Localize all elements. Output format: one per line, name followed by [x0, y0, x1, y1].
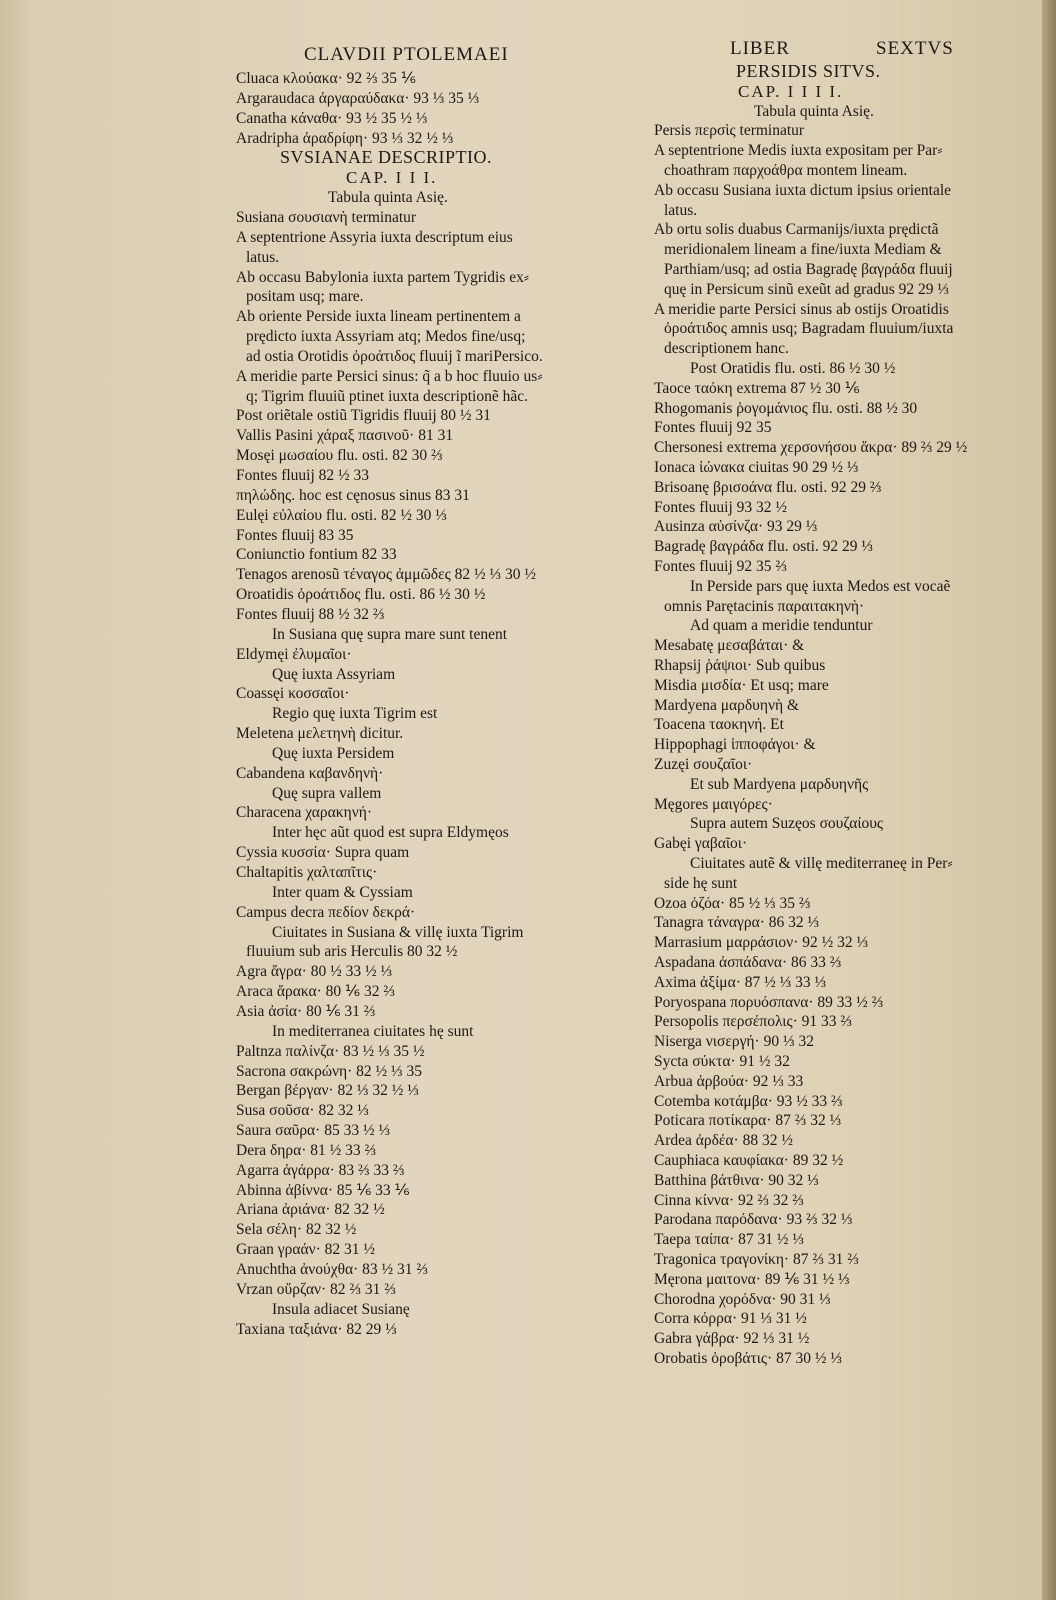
text-line-entry: Tragonica τραγονίκη· 87 ⅔ 31 ⅔	[654, 1251, 859, 1268]
text-line-text: Supra autem Suzęos σουζαίους	[690, 815, 884, 833]
text-line-entry: Vrzan οὔρζαν· 82 ⅔ 31 ⅔	[236, 1280, 396, 1298]
text-line-text: descriptionem hanc.	[664, 340, 789, 358]
text-line-text: Inter hęc aũt quod est supra Eldymęos	[272, 824, 509, 842]
text-line-entry: Gabra γάβρα· 92 ⅓ 31 ½	[654, 1330, 810, 1348]
text-line-entry: Gabęi γαβαῖοι·	[654, 835, 748, 853]
text-line-cap: CAP. I I I I.	[738, 81, 844, 101]
text-line-entry: Cabandena καβανδηνὴ·	[236, 764, 384, 782]
text-line-entry: Chersonesi extrema χερσονήσου ἄκρα· 89 ⅔ 29 ½	[654, 439, 968, 457]
text-line-entry: πηλώδης. hoc est cęnosus sinus 83 31	[236, 486, 470, 504]
text-line-text: Et sub Mardyena μαρδυηνῆς	[690, 775, 869, 793]
text-line-text: Ab occasu Babylonia iuxta partem Tygridis ex⸗	[236, 268, 530, 286]
text-line-entry: Bergan βέργαν· 82 ⅓ 32 ½ ⅓	[236, 1082, 419, 1100]
text-line-text: Parthiam/usq; ad ostia Bagradę βαγράδα fluuij	[664, 261, 953, 278]
text-line-entry: Ariana ἀριάνα· 82 32 ½	[236, 1201, 385, 1219]
text-line-entry: Cinna κίννα· 92 ⅔ 32 ⅔	[654, 1191, 804, 1209]
text-line-entry: Axima ἀξίμα· 87 ½ ⅓ 33 ⅓	[654, 973, 827, 991]
text-line-entry: Saura σαῦρα· 85 33 ½ ⅓	[236, 1122, 391, 1140]
text-line-entry: Characena χαρακηνή·	[236, 804, 372, 822]
text-line-entry: Dera δηρα· 81 ½ 33 ⅔	[236, 1141, 377, 1159]
text-line-text: Ab ortu solis duabus Carmanijs/iuxta prędictã	[654, 221, 939, 239]
text-line-text: side hę sunt	[664, 874, 738, 892]
text-line-entry: Oroatidis ὀροάτιδος flu. osti. 86 ½ 30 ½	[236, 586, 486, 604]
text-line-entry: Corra κόρρα· 91 ⅓ 31 ½	[654, 1310, 807, 1328]
text-line-text: In Susiana quę supra mare sunt tenent	[272, 625, 508, 643]
text-line-text: Quę iuxta Persidem	[272, 744, 395, 762]
text-line-entry: Fontes fluuij 82 ½ 33	[236, 467, 370, 484]
text-line-entry: Fontes fluuij 92 35	[654, 419, 772, 437]
text-line-entry: Batthina βάτθινα· 90 32 ⅓	[654, 1171, 819, 1189]
text-line-entry: Eldymęi ἐλυμαῖοι·	[236, 645, 352, 663]
text-line-entry: Rhogomanis ῥογομάνιος flu. osti. 88 ½ 30	[654, 399, 918, 417]
text-line-entry: Rhapsij ῥάψιοι· Sub quibus	[654, 657, 826, 674]
text-line-entry: Chaltapitis χαλταπῖτις·	[236, 864, 378, 881]
text-line-entry: Cauphiaca καυφίακα· 89 32 ½	[654, 1152, 844, 1169]
text-line-entry: Arbua ἀρβούα· 92 ⅓ 33	[654, 1072, 804, 1090]
running-head-sextus: SEXTVS	[876, 38, 954, 59]
text-line-entry: Tanagra τάναγρα· 86 32 ⅓	[654, 914, 820, 932]
text-line-entry: Toacena ταοκηνή. Et	[654, 716, 784, 734]
text-line-entry: Ionaca ἰώνακα ciuitas 90 29 ½ ⅓	[654, 459, 859, 476]
text-line-heading: PERSIDIS SITVS.	[736, 61, 881, 81]
text-line-entry: Poryospana πορυόσπανα· 89 33 ½ ⅔	[654, 993, 884, 1011]
text-line-entry: Misdia μισδία· Et usq; mare	[654, 676, 829, 694]
text-line-entry: Męrona μαιτονα· 89 ⅙ 31 ½ ⅓	[654, 1270, 850, 1288]
text-line-text: omnis Parętacinis παραιτακηνὴ·	[664, 597, 865, 615]
text-line-entry: Niserga νισεργή· 90 ⅓ 32	[654, 1033, 814, 1051]
text-line-text: Inter quam & Cyssiam	[272, 883, 413, 901]
text-line-entry: Poticara ποτίκαρα· 87 ⅔ 32 ⅓	[654, 1112, 842, 1130]
text-line-entry: Ardea ἀρδέα· 88 32 ½	[654, 1132, 793, 1150]
text-line-text: A septentrione Medis iuxta expositam per Par⸗	[654, 142, 943, 160]
text-line-entry: Aradripha ἀραδρίφη· 93 ⅓ 32 ½ ⅓	[236, 129, 454, 147]
text-line-entry: Marrasium μαρράσιον· 92 ½ 32 ⅓	[654, 934, 869, 952]
text-line-entry: Męgores μαιγόρες·	[654, 795, 773, 813]
text-line-entry: Brisoanę βρισοάνα flu. osti. 92 29 ⅔	[654, 478, 882, 496]
text-line-entry: Sycta σύκτα· 91 ½ 32	[654, 1053, 790, 1070]
text-line-entry: Fontes fluuij 83 35	[236, 526, 354, 544]
text-line-entry: Coassęi κοσσαῖοι·	[236, 685, 350, 703]
text-line-text: A septentrione Assyria iuxta descriptum eius	[236, 228, 513, 246]
text-line-text: latus.	[664, 201, 698, 219]
text-line-entry: Sacrona σακρώνη· 82 ½ ⅓ 35	[236, 1062, 423, 1080]
text-line-cap: CAP. I I I.	[346, 168, 438, 188]
text-line-text: A meridie parte Persici sinus ab ostijs Oroatidis	[654, 300, 949, 318]
text-line-text: Quę iuxta Assyriam	[272, 665, 396, 683]
text-line-entry: Cotemba κοτάμβα· 93 ½ 33 ⅔	[654, 1092, 843, 1110]
text-line-entry: Orobatis ὀροβάτις· 87 30 ½ ⅓	[654, 1350, 842, 1367]
running-head-liber: LIBER	[730, 38, 790, 59]
text-line-text: meridionalem lineam a fine/iuxta Mediam &	[664, 241, 942, 259]
text-line-entry: Sela σέλη· 82 32 ½	[236, 1221, 357, 1239]
text-line-text: ὀροάτιδος amnis usq; Bagradam fluuium/iuxta	[664, 320, 954, 338]
text-line-entry: Taoce ταόκη extrema 87 ½ 30 ⅙	[654, 379, 860, 397]
text-line-entry: Persopolis περσέπολις· 91 33 ⅔	[654, 1013, 853, 1031]
text-line-entry: Taepa ταίπα· 87 31 ½ ⅓	[654, 1231, 805, 1249]
text-line-entry: Abinna ἀβίννα· 85 ⅙ 33 ⅙	[236, 1181, 410, 1199]
text-line-tab: Tabula quinta Asię.	[328, 189, 448, 207]
text-line-entry: Mesabatę μεσαβάται· &	[654, 637, 805, 655]
text-line-entry: Paltnza παλίνζα· 83 ½ ⅓ 35 ½	[236, 1042, 425, 1060]
text-line-entry: Fontes fluuij 93 32 ½	[654, 498, 788, 516]
text-line-entry: Graan γραάν· 82 31 ½	[236, 1241, 375, 1259]
text-line-entry: Mosęi μωσαίου flu. osti. 82 30 ⅔	[236, 447, 443, 465]
text-line-text: Persis περσὶς terminatur	[654, 122, 805, 140]
running-head-left: CLAVDII PTOLEMAEI	[304, 44, 509, 65]
text-line-entry: Agarra ἀγάρρα· 83 ⅔ 33 ⅔	[236, 1161, 405, 1179]
text-line-entry: Vallis Pasini χάραξ πασινοῦ· 81 31	[236, 427, 454, 445]
text-line-entry: Araca ἄρακα· 80 ⅙ 32 ⅔	[236, 983, 395, 1001]
text-line-entry: Taxiana ταξιάνα· 82 29 ⅓	[236, 1320, 397, 1338]
text-line-entry: Ozoa ὀζόα· 85 ½ ⅓ 35 ⅔	[654, 894, 811, 912]
text-line-entry: Mardyena μαρδυηνὴ &	[654, 696, 800, 714]
text-line-text: choathram παρχοάθρα montem lineam.	[664, 162, 908, 179]
text-line-text: Insula adiacet Susianę	[272, 1300, 410, 1318]
text-line-text: latus.	[246, 248, 280, 266]
text-line-text: A meridie parte Persici sinus: q̃ a b hoc fluuio us⸗	[236, 367, 543, 385]
text-line-entry: Fontes fluuij 88 ½ 32 ⅔	[236, 605, 385, 623]
text-line-entry: Aspadana ἀσπάδανα· 86 33 ⅔	[654, 954, 842, 971]
text-line-heading: SVSIANAE DESCRIPTIO.	[280, 147, 493, 168]
text-line-text: Quę supra vallem	[272, 784, 382, 802]
text-line-entry: Campus decra πεδίον δεκρά·	[236, 903, 416, 921]
text-line-entry: Fontes fluuij 92 35 ⅔	[654, 558, 788, 575]
text-line-entry: Eulęi εὐλαίου flu. osti. 82 ½ 30 ⅓	[236, 506, 447, 524]
text-line-entry: Bagradę βαγράδα flu. osti. 92 29 ⅓	[654, 538, 874, 556]
text-line-entry: Ausinza αὐσίνζα· 93 29 ⅓	[654, 518, 818, 536]
text-line-entry: Canatha κάναθα· 93 ½ 35 ½ ⅓	[236, 109, 428, 127]
text-line-text: Susiana σουσιανὴ terminatur	[236, 208, 417, 226]
text-line-text: ad ostia Orotidis ὀροάτιδος fluuij ĩ mariPersico.	[246, 347, 543, 365]
page-spine-edge	[1042, 0, 1056, 1600]
text-line-tab: Tabula quinta Asię.	[754, 102, 874, 120]
text-line-entry: Tenagos arenosũ τέναγος ἀμμῶδες 82 ½ ⅓ 30 ½	[236, 566, 537, 584]
text-line-text: positam usq; mare.	[246, 288, 364, 306]
text-line-text: Ciuitates autẽ & villę mediterraneę in Per⸗	[690, 855, 953, 872]
text-line-text: Ab oriente Perside iuxta lineam pertinentem a	[236, 308, 521, 326]
text-line-text: In mediterranea ciuitates hę sunt	[272, 1022, 474, 1040]
text-line-text: Ab occasu Susiana iuxta dictum ipsius orientale	[654, 181, 952, 199]
text-line-entry: Meletena μελετηνὴ dicitur.	[236, 725, 404, 743]
text-line-entry: Susa σοῦσα· 82 32 ⅓	[236, 1102, 369, 1120]
text-line-entry: Chorodna χορόδνα· 90 31 ⅓	[654, 1290, 831, 1308]
text-line-text: Ciuitates in Susiana & villę iuxta Tigrim	[272, 923, 524, 941]
text-line-text: Regio quę iuxta Tigrim est	[272, 705, 438, 723]
text-line-entry: fluuium sub aris Herculis 80 32 ½	[246, 943, 458, 961]
text-line-entry: Coniunctio fontium 82 33	[236, 546, 397, 564]
text-line-text: Ad quam a meridie tenduntur	[690, 617, 873, 635]
text-line-entry: Zuzęi σουζαῖοι·	[654, 756, 753, 773]
text-line-text: In Perside pars quę iuxta Medos est vocaẽ	[690, 577, 951, 595]
text-line-text: q; Tigrim fluuiũ ptinet iuxta descriptionẽ hãc.	[246, 387, 528, 405]
text-line-entry: Agra ἄγρα· 80 ½ 33 ½ ⅓	[236, 963, 393, 981]
text-line-entry: Post oriẽtale ostiũ Tigridis fluuij 80 ½ 31	[236, 407, 491, 425]
text-line-entry: Parodana παρόδανα· 93 ⅔ 32 ⅓	[654, 1211, 853, 1229]
text-line-entry: Asia ἀσία· 80 ⅙ 31 ⅔	[236, 1002, 376, 1020]
text-line-entry: Cyssia κυσσία· Supra quam	[236, 844, 410, 862]
text-line-entry: Post Oratidis flu. osti. 86 ½ 30 ½	[690, 360, 896, 377]
text-line-text: prędicto iuxta Assyriam atq; Medos fine/usq;	[246, 328, 526, 346]
text-line-entry: Cluaca κλούακα· 92 ⅔ 35 ⅙	[236, 70, 416, 87]
text-line-entry: Hippophagi ἱπποφάγοι· &	[654, 736, 816, 754]
text-line-text: quę in Persicum sinũ exeũt ad gradus 92 29 ⅓	[664, 280, 949, 298]
text-line-entry: Argaraudaca ἀργαραύδακα· 93 ⅓ 35 ⅓	[236, 89, 480, 107]
text-line-entry: Anuchtha ἀνούχθα· 83 ½ 31 ⅔	[236, 1261, 429, 1278]
